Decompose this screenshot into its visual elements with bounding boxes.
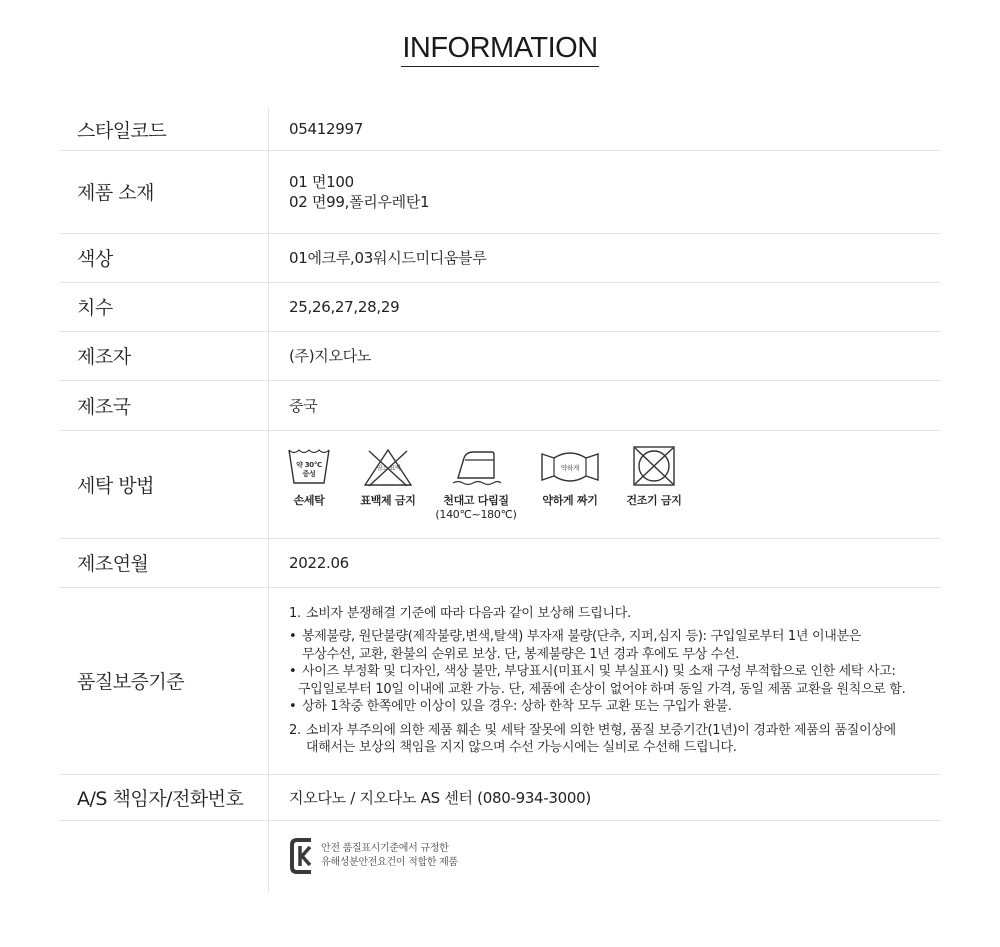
kc-certification xyxy=(289,837,458,875)
value-material xyxy=(289,150,429,233)
label-manufacture-date: 제조연월 xyxy=(77,553,149,575)
value-maker: (주)지오다노 xyxy=(289,347,372,365)
warranty-bullet-2-cont xyxy=(289,681,905,699)
iron-icon xyxy=(450,446,502,488)
gentle-wring-text: 약하게 xyxy=(561,464,579,472)
hand-wash-icon xyxy=(288,446,330,488)
warranty-item-1 xyxy=(289,605,905,623)
row-washing xyxy=(60,430,940,539)
page-title: INFORMATION xyxy=(0,30,1000,67)
material-line-1: 01 면100 xyxy=(289,172,354,191)
value-country: 중국 xyxy=(289,396,318,415)
row-material xyxy=(60,150,940,234)
warranty-bullet-3-text: 상하 1착중 한쪽에만 이상이 있을 경우: 상하 한착 모두 교환 또는 구입가 환불. xyxy=(302,699,732,714)
label-after-service: A/S 책임자/전화번호 xyxy=(77,787,244,810)
gentle-wring-icon xyxy=(539,446,601,488)
label-country: 제조국 xyxy=(77,395,131,418)
care-no-tumble-dry xyxy=(621,446,687,508)
care-no-bleach xyxy=(359,446,417,508)
row-warranty xyxy=(60,587,940,775)
row-manufacture-date xyxy=(60,538,940,588)
row-style-code xyxy=(60,108,940,151)
warranty-item-1-text: 소비자 분쟁해결 기준에 따라 다음과 같이 보상해 드립니다. xyxy=(306,605,631,621)
kc-text-line-1: 안전 품질표시기준에서 규정한 xyxy=(321,843,449,854)
care-label-gentle-wring: 약하게 짜기 xyxy=(542,494,598,507)
care-label-no-tumble-dry: 건조기 금지 xyxy=(626,494,682,507)
hand-wash-detergent: 중성 xyxy=(302,470,316,478)
row-maker xyxy=(60,331,940,381)
hand-wash-temp: 약 30°C xyxy=(296,461,322,469)
warranty-bullet-1-cont xyxy=(289,646,905,664)
value-kc-certification xyxy=(289,820,458,892)
kc-mark-icon xyxy=(289,837,315,875)
kc-text xyxy=(321,842,458,870)
warranty-bullet-2-line-1: 사이즈 부정확 및 디자인, 색상 불만, 부당표시(미표시 및 부실표시) 및 소재 구성 부적합으로 인한 세탁 사고: xyxy=(302,664,896,679)
no-bleach-text-2: 표백 xyxy=(389,465,401,472)
warranty-item-2-line-1: 소비자 부주의에 의한 제품 훼손 및 세탁 잘못에 의한 변형, 품질 보증기간(1년)이 경과한 제품의 품질이상에 xyxy=(306,722,896,738)
label-warranty: 품질보증기준 xyxy=(77,671,185,693)
value-warranty xyxy=(289,587,905,774)
care-sub-iron: (140℃~180℃) xyxy=(435,508,517,521)
row-color xyxy=(60,233,940,283)
warranty-bullet-2-line-2: 구입일로부터 10일 이내에 교환 가능. 단, 제품에 손상이 없어야 하며 동일 가격, 동일 제품 교환을 원칙으로 함. xyxy=(298,681,906,697)
warranty-bullet-1 xyxy=(289,628,905,646)
bullet-mark: • xyxy=(289,629,297,644)
care-icons xyxy=(289,446,687,522)
value-style-code: 05412997 xyxy=(289,120,363,138)
row-after-service xyxy=(60,774,940,821)
material-line-2: 02 면99,폴리우레탄1 xyxy=(289,192,430,211)
no-bleach-icon xyxy=(363,446,413,488)
warranty-item-2-line-2: 대해서는 보상의 책임을 지지 않으며 수선 가능시에는 실비로 수선해 드립니다. xyxy=(306,740,737,755)
care-label-hand-wash: 손세탁 xyxy=(293,494,325,507)
label-style-code: 스타일코드 xyxy=(77,119,167,142)
care-label-no-bleach: 표백제 금지 xyxy=(360,494,416,507)
no-bleach-text-1: 염소 xyxy=(376,465,388,472)
label-washing: 세탁 방법 xyxy=(77,474,154,497)
value-color: 01에크루,03워시드미디움블루 xyxy=(289,249,487,267)
value-after-service: 지오다노 / 지오다노 AS 센터 (080-934-3000) xyxy=(289,788,591,807)
warranty-bullet-3 xyxy=(289,698,905,716)
bullet-mark: • xyxy=(289,664,297,679)
row-country xyxy=(60,380,940,431)
warranty-text xyxy=(289,605,905,757)
value-manufacture-date: 2022.06 xyxy=(289,553,349,572)
label-maker: 제조자 xyxy=(77,346,131,368)
row-kc-certification xyxy=(60,820,940,892)
label-material: 제품 소재 xyxy=(77,182,154,204)
care-gentle-wring xyxy=(531,446,609,508)
warranty-bullet-2 xyxy=(289,663,905,681)
label-size: 치수 xyxy=(77,297,113,319)
kc-text-line-2: 유해성분안전요건이 적합한 제품 xyxy=(321,857,458,868)
care-iron xyxy=(435,446,517,522)
row-size xyxy=(60,282,940,332)
value-size: 25,26,27,28,29 xyxy=(289,297,400,316)
warranty-bullet-1-line-2: 무상수선, 교환, 환불의 순위로 보상. 단, 봉제불량은 1년 경과 후에도 무상 수선. xyxy=(302,646,740,662)
no-tumble-dry-icon xyxy=(631,446,677,488)
warranty-item-1-number: 1. xyxy=(289,605,301,621)
label-color: 색상 xyxy=(77,248,113,270)
bullet-mark: • xyxy=(289,699,297,714)
warranty-item-2-cont xyxy=(289,739,905,757)
care-hand-wash xyxy=(289,446,329,508)
warranty-item-2-number: 2. xyxy=(289,722,301,738)
value-washing xyxy=(289,430,687,538)
warranty-bullet-1-line-1: 봉제불량, 원단불량(제작불량,변색,탈색) 부자재 불량(단추, 지퍼,심지 등): 구입일로부터 1년 이내분은 xyxy=(302,629,862,644)
warranty-item-2 xyxy=(289,722,905,740)
care-label-iron: 천대고 다림질 xyxy=(443,494,509,507)
